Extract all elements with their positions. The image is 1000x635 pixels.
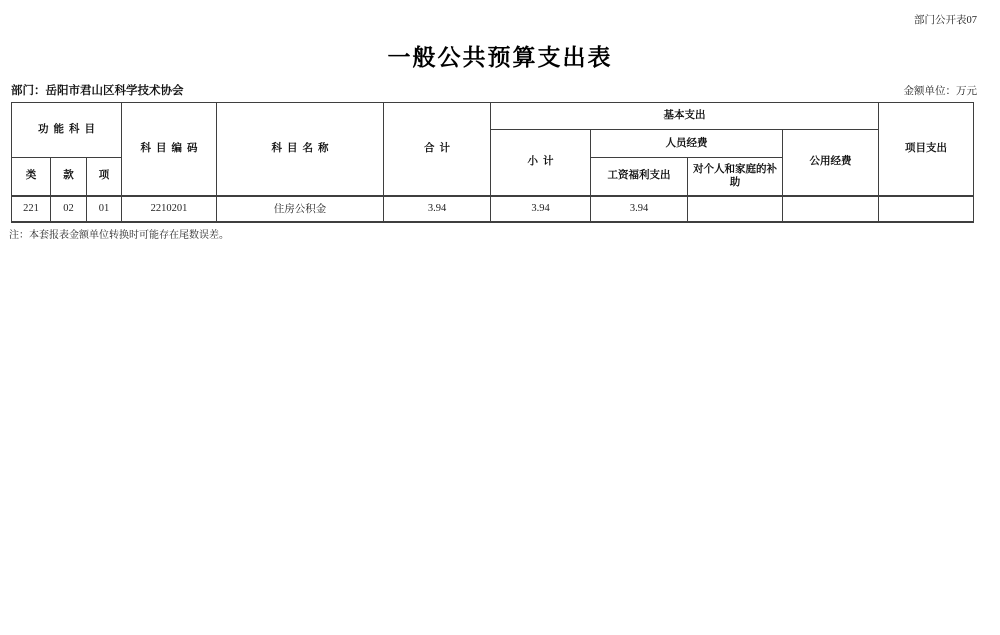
cell-subtotal: 3.94 — [491, 196, 591, 222]
header-item: 项 — [87, 158, 122, 196]
cell-subject-code: 2210201 — [122, 196, 217, 222]
header-subtotal: 小计 — [491, 130, 591, 196]
header-personal-family-subsidy: 对个人和家庭的补助 — [688, 158, 783, 196]
header-class: 类 — [12, 158, 51, 196]
cell-personal-family-subsidy — [688, 196, 783, 222]
header-wages-welfare: 工资福利支出 — [591, 158, 688, 196]
cell-section: 02 — [51, 196, 87, 222]
amount-unit-label: 金额单位：万元 — [903, 86, 977, 97]
cell-wages-welfare: 3.94 — [591, 196, 688, 222]
doc-code-label: 部门公开表07 — [914, 15, 977, 26]
header-subject-name: 科目名称 — [217, 103, 384, 196]
header-personnel-funds: 人员经费 — [591, 130, 783, 158]
header-section: 款 — [51, 158, 87, 196]
cell-public-funds — [783, 196, 879, 222]
department-label: 部门：岳阳市君山区科学技术协会 — [11, 85, 184, 97]
header-project-expenditure: 项目支出 — [879, 103, 974, 196]
header-total: 合计 — [384, 103, 491, 196]
cell-class: 221 — [12, 196, 51, 222]
cell-project-expenditure — [879, 196, 974, 222]
page-title: 一般公共预算支出表 — [387, 45, 613, 70]
cell-item: 01 — [87, 196, 122, 222]
header-public-funds: 公用经费 — [783, 130, 879, 196]
header-subject-code: 科目编码 — [122, 103, 217, 196]
footnote: 注：本套报表金额单位转换时可能存在尾数误差。 — [9, 230, 229, 241]
meta-row — [11, 82, 977, 98]
header-basic-expenditure: 基本支出 — [491, 103, 879, 130]
table-row — [12, 196, 974, 222]
header-functional-category: 功能科目 — [12, 103, 122, 158]
cell-subject-name: 住房公积金 — [217, 196, 384, 222]
cell-total: 3.94 — [384, 196, 491, 222]
budget-table — [11, 102, 974, 223]
